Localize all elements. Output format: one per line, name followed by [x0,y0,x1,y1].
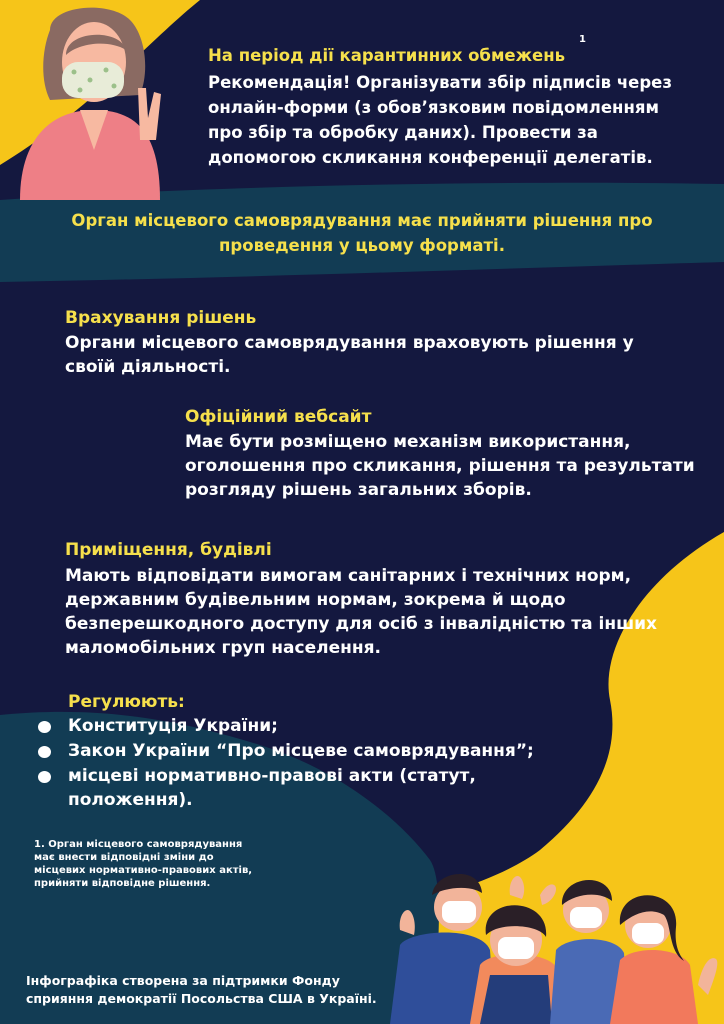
regulation-list [30,714,570,813]
premises-title: Приміщення, будівлі [65,540,272,560]
quarantine-recommendation: Рекомендація! Організувати збір підписів через онлайн-форми (з обов’язковим повідомленням про збір та обробку даних). Провести за допомогою скликання конференції делегатів. [208,73,672,167]
website-title: Офіційний вебсайт [185,407,372,427]
credit-text: Інфографіка створена за підтримки Фонду сприяння демократії Посольства США в Україні. [26,973,377,1006]
footnote: 1. Орган місцевого самоврядування має внести відповідні зміни до місцевих нормативно-правових актів, прийняти відповідне рішення. [34,839,253,889]
list-item [30,764,570,812]
list-item [30,714,570,738]
premises-body: Мають відповідати вимогам санітарних і технічних норм, державним будівельним нормам, зокрема й щодо безперешкодного доступу для осіб з інвалідністю та інших маломобільних груп населення. [65,566,658,658]
quarantine-title: На період дії карантинних обмежень [208,46,566,65]
bullet-icon [38,721,51,733]
footnote-reference: 1 [579,34,586,45]
decisions-title: Врахування рішень [65,308,257,328]
regulation-title: Регулюють: [68,692,185,712]
list-item [30,739,570,763]
people-group-illustration [380,855,724,1024]
website-body: Має бути розміщено механізм використання, оголошення про скликання, рішення та результати розгляду рішень загальних зборів. [185,432,695,500]
decisions-body: Органи місцевого самоврядування враховують рішення у своїй діяльності. [65,333,634,377]
band-decision-text: Орган місцевого самоврядування має прийняти рішення про проведення у цьому форматі. [71,211,653,255]
bullet-icon [38,771,51,783]
list-item-text: місцеві нормативно-правові акти (статут, положення). [68,766,476,810]
bullet-icon [38,746,51,758]
list-item-text: Конституція України; [68,716,278,736]
list-item-text: Закон України “Про місцеве самоврядування”; [68,741,534,761]
woman-with-mask-illustration [10,0,190,200]
